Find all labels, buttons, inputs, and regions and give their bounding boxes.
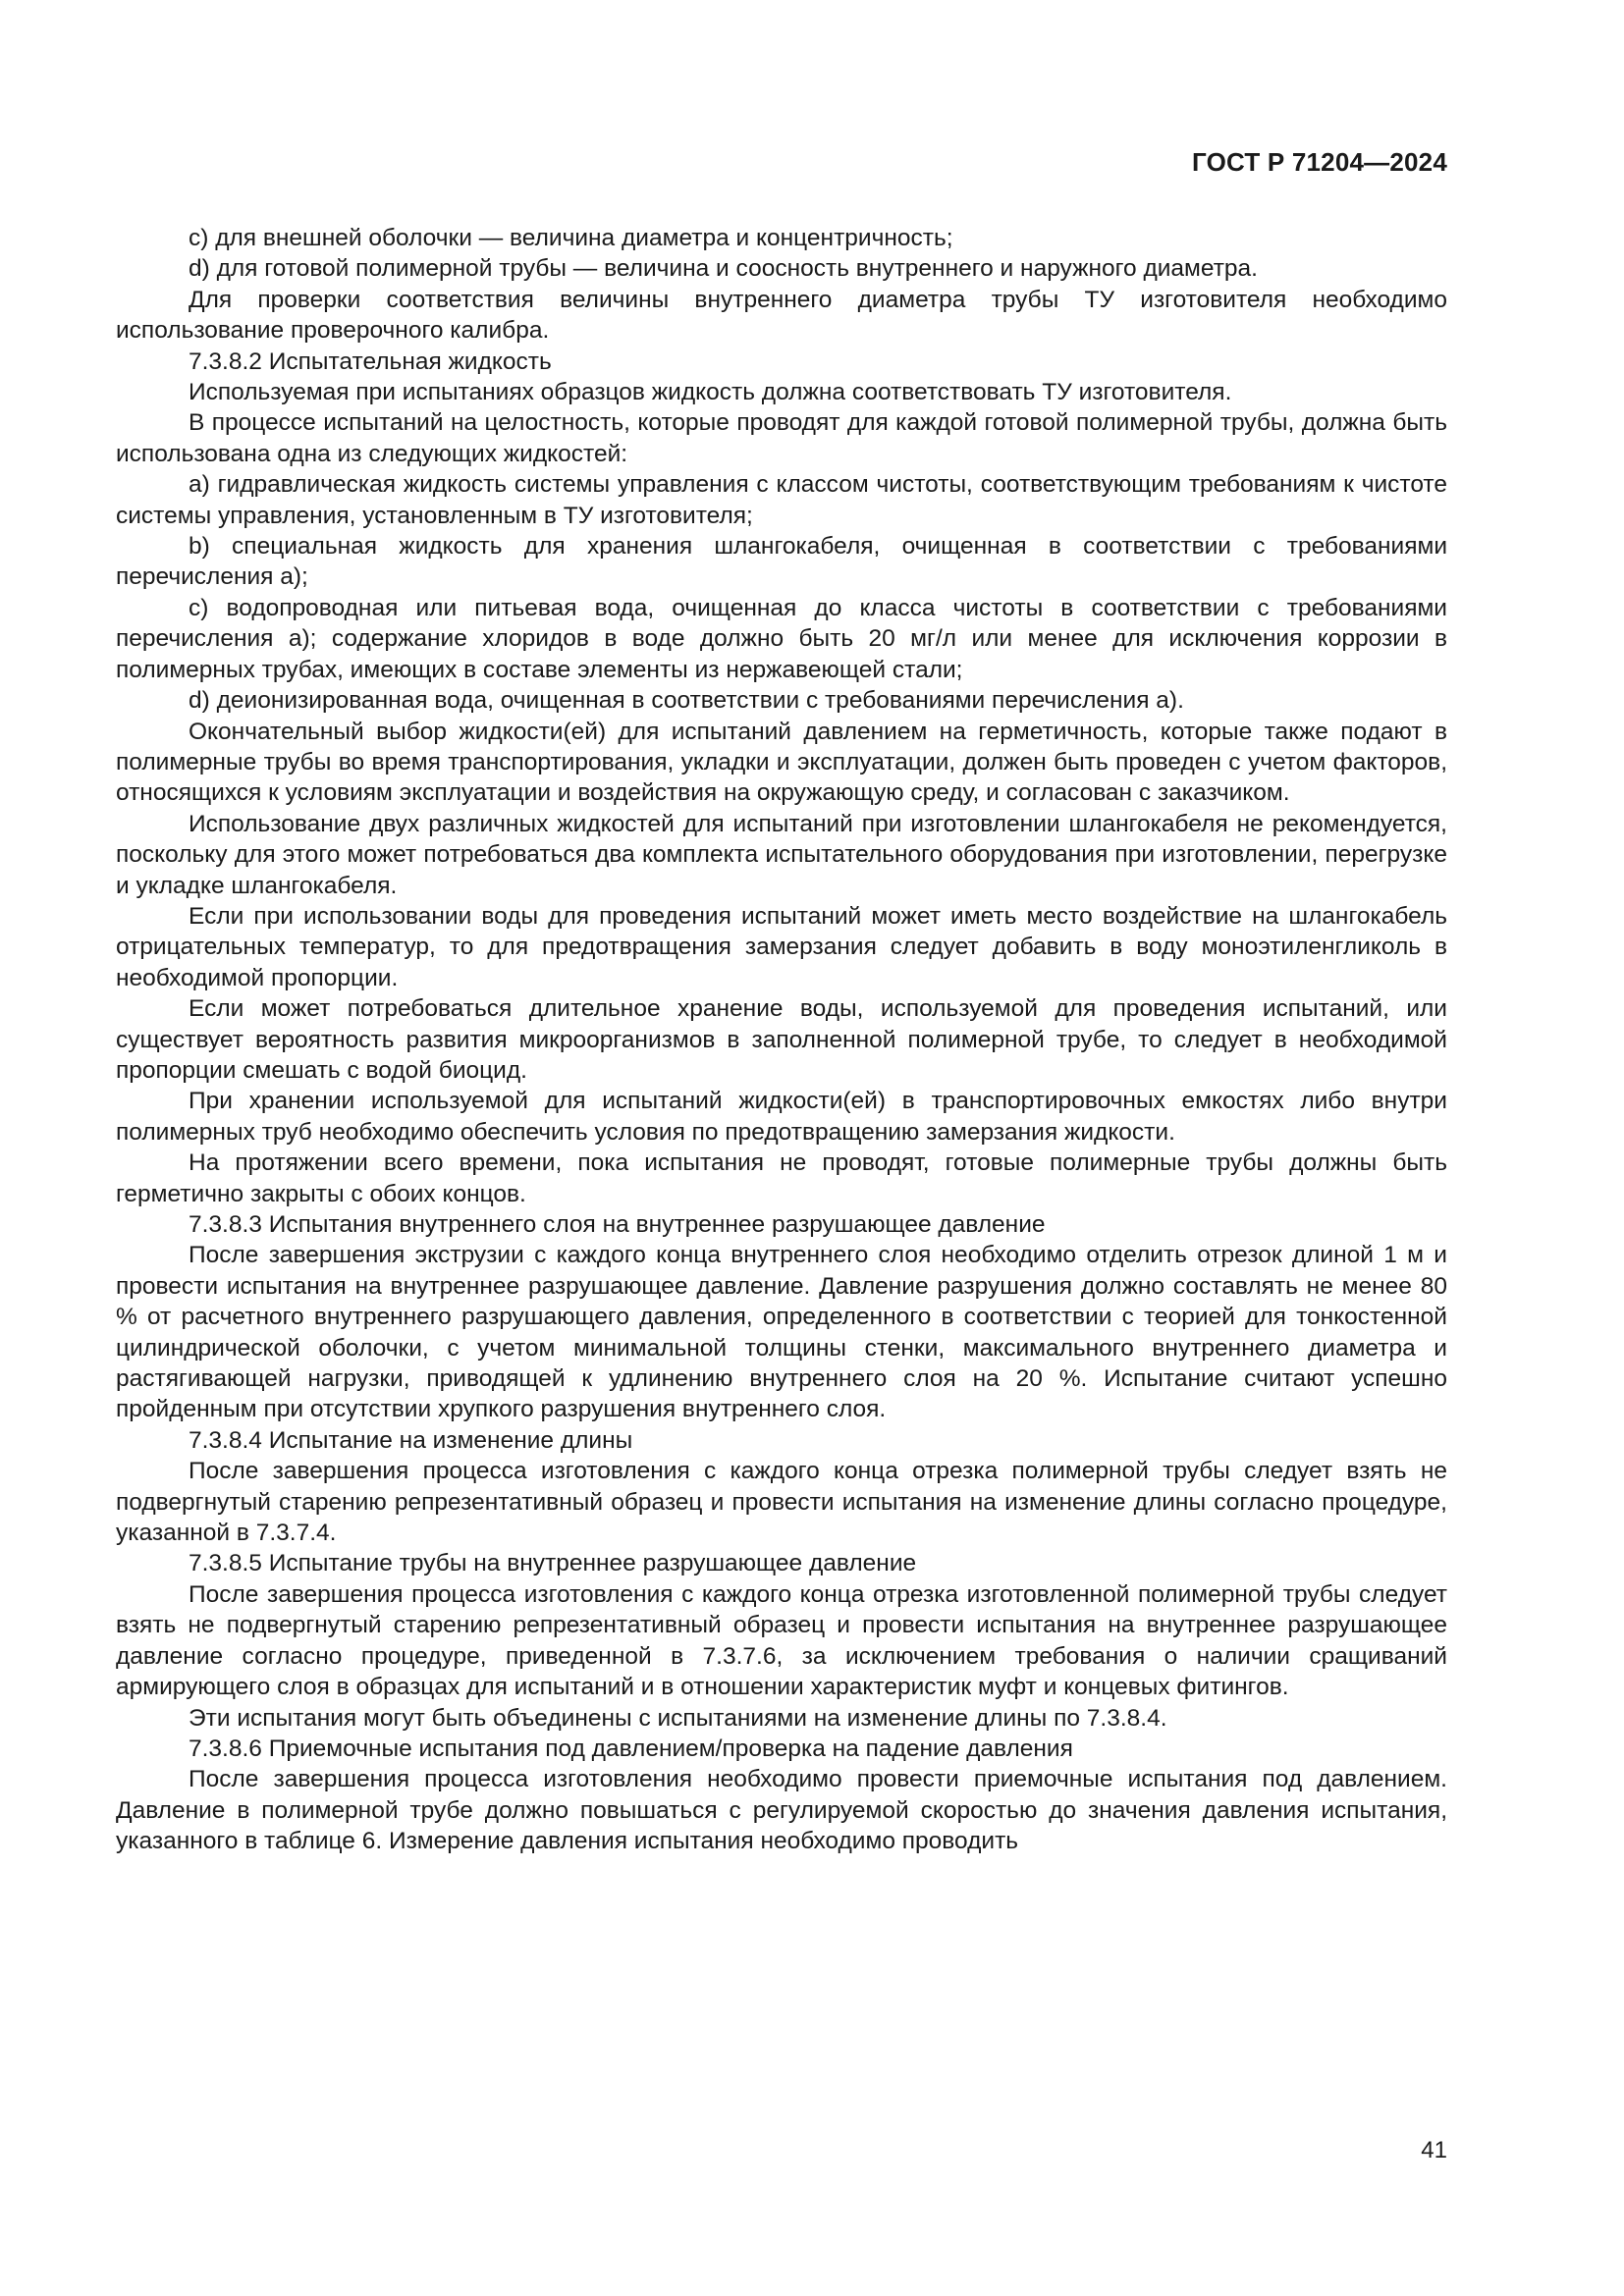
list-item-a-hydraulic-fluid: а) гидравлическая жидкость системы управления с классом чистоты, соответствующим требованиям к чистоте системы управления, установленным в ТУ изготовителя; — [116, 471, 1447, 529]
document-body — [116, 223, 1447, 1857]
paragraph-final-fluid-choice: Окончательный выбор жидкости(ей) для испытаний давлением на герметичность, которые также подают в полимерные трубы во время транспортирования, укладки и эксплуатации, должен быть проведен с учетом факторов, относящихся к условиям эксплуатации и воздействия на окружающую среду, и согласован с заказчиком. — [116, 718, 1447, 807]
paragraph-sealed-ends: На протяжении всего времени, пока испытания не проводят, готовые полимерные трубы должны быть герметично закрыты с обоих концов. — [116, 1149, 1447, 1207]
paragraph-test-fluid: Используемая при испытаниях образцов жидкость должна соответствовать ТУ изготовителя. — [189, 379, 1232, 406]
section-heading-7-3-8-4: 7.3.8.4 Испытание на изменение длины — [189, 1426, 633, 1454]
paragraph-two-fluids: Использование двух различных жидкостей для испытаний при изготовлении шлангокабеля не рекомендуется, поскольку для этого может потребоваться два комплекта испытательного оборудования при изготовлении, перегрузке и укладке шлангокабеля. — [116, 810, 1447, 899]
paragraph-pipe-burst: После завершения процесса изготовления с каждого конца отрезка изготовленной полимерной трубы следует взять не подвергнутый старению репрезентативный образец и провести испытания на внутреннее разрушающее давление согласно процедуре, приведенной в 7.3.7.6, за исключением требования о наличии сращиваний армирующего слоя в образцах для испытаний и в отношении характеристик муфт и концевых фитингов. — [116, 1580, 1447, 1701]
paragraph-length-change: После завершения процесса изготовления с каждого конца отрезка полимерной трубы следует взять не подвергнутый старению репрезентативный образец и провести испытания на изменение длины согласно процедуре, указанной в 7.3.7.4. — [116, 1458, 1447, 1547]
section-heading-7-3-8-5: 7.3.8.5 Испытание трубы на внутреннее разрушающее давление — [189, 1550, 917, 1577]
paragraph-storage: При хранении используемой для испытаний жидкости(ей) в транспортировочных емкостях либо внутри полимерных труб необходимо обеспечить условия по предотвращению замерзания жидкости. — [116, 1088, 1447, 1146]
list-item-d-finished-pipe: d) для готовой полимерной трубы — величина и соосность внутреннего и наружного диаметра. — [189, 255, 1258, 283]
paragraph-gauge-check: Для проверки соответствия величины внутреннего диаметра трубы ТУ изготовителя необходимо использование проверочного калибра. — [116, 286, 1447, 345]
section-heading-7-3-8-3: 7.3.8.3 Испытания внутреннего слоя на внутреннее разрушающее давление — [189, 1211, 1046, 1238]
paragraph-antifreeze: Если при использовании воды для проведения испытаний может иметь место воздействие на шлангокабель отрицательных температур, то для предотвращения замерзания следует добавить в воду моноэтиленгликоль в необходимой пропорции. — [116, 902, 1447, 991]
page-number: 41 — [1421, 2137, 1447, 2163]
list-item-b-storage-fluid: b) специальная жидкость для хранения шлангокабеля, очищенная в соответствии с требованиями перечисления а); — [116, 533, 1447, 591]
section-heading-7-3-8-2: 7.3.8.2 Испытательная жидкость — [189, 347, 552, 375]
list-item-c-tap-water: с) водопроводная или питьевая вода, очищенная до класса чистоты в соответствии с требованиями перечисления а); содержание хлоридов в воде должно быть 20 мг/л или менее для исключения коррозии в полимерных трубах, имеющих в составе элементы из нержавеющей стали; — [116, 594, 1447, 683]
section-heading-7-3-8-6: 7.3.8.6 Приемочные испытания под давлением/проверка на падение давления — [189, 1735, 1073, 1762]
paragraph-acceptance-pressure: После завершения процесса изготовления необходимо провести приемочные испытания под давлением. Давление в полимерной трубе должно повышаться с регулируемой скоростью до значения давления испытания, указанного в таблице 6. Измерение давления испытания необходимо проводить — [116, 1766, 1447, 1855]
paragraph-inner-layer-burst: После завершения экструзии с каждого конца внутреннего слоя необходимо отделить отрезок длиной 1 м и провести испытания на внутреннее разрушающее давление. Давление разрушения должно составлять не менее 80 % от расчетного внутреннего разрушающего давления, определенного в соответствии с теорией для тонкостенной цилиндрической оболочки, с учетом минимальной толщины стенки, максимального внутреннего диаметра и растягивающей нагрузки, приводящей к удлинению внутреннего слоя на 20 %. Испытание считают успешно пройденным при отсутствии хрупкого разрушения внутреннего слоя. — [116, 1242, 1447, 1423]
paragraph-biocide: Если может потребоваться длительное хранение воды, используемой для проведения испытаний, или существует вероятность развития микроорганизмов в заполненной полимерной трубе, то следует в необходимой пропорции смешать с водой биоцид. — [116, 995, 1447, 1084]
list-item-d-deionized-water: d) деионизированная вода, очищенная в соответствии с требованиями перечисления а). — [189, 687, 1184, 715]
paragraph-combined-tests: Эти испытания могут быть объединены с испытаниями на изменение длины по 7.3.8.4. — [189, 1704, 1167, 1732]
list-item-c-outer-sheath: с) для внешней оболочки — величина диаметра и концентричность; — [189, 225, 953, 251]
document-code-header: ГОСТ Р 71204—2024 — [1192, 147, 1447, 177]
paragraph-integrity-tests: В процессе испытаний на целостность, которые проводят для каждой готовой полимерной трубы, должна быть использована одна из следующих жидкостей: — [116, 409, 1447, 467]
